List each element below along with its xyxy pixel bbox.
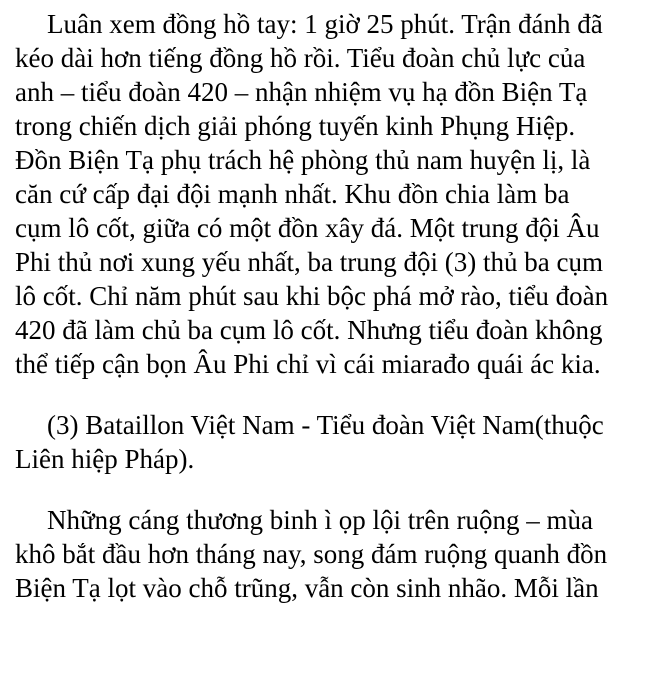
paragraph-spacer: [15, 476, 646, 503]
text-line: 420 đã làm chủ ba cụm lô cốt. Nhưng tiểu đoàn không: [15, 315, 603, 345]
text-line: lô cốt. Chỉ năm phút sau khi bộc phá mở rào, tiểu đoàn: [15, 281, 609, 311]
text-line: kéo dài hơn tiếng đồng hồ rồi. Tiểu đoàn chủ lực của: [15, 43, 586, 73]
paragraph-spacer: [15, 381, 646, 408]
text-line: Những cáng thương binh ì ọp lội trên ruộng – mùa: [47, 505, 593, 535]
text-line: Đồn Biện Tạ phụ trách hệ phòng thủ nam huyện lị, là: [15, 145, 591, 175]
text-line: Biện Tạ lọt vào chỗ trũng, vẫn còn sinh nhão. Mỗi lần: [15, 573, 599, 603]
text-line: thể tiếp cận bọn Âu Phi chỉ vì cái miarađo quái ác kia.: [15, 349, 601, 379]
text-line: trong chiến dịch giải phóng tuyến kinh Phụng Hiệp.: [15, 111, 576, 141]
text-line: khô bắt đầu hơn tháng nay, song đám ruộng quanh đồn: [15, 539, 608, 569]
text-line: cụm lô cốt, giữa có một đồn xây đá. Một trung đội Âu: [15, 213, 600, 243]
footnote-line: Liên hiệp Pháp).: [15, 444, 195, 474]
text-line: anh – tiểu đoàn 420 – nhận nhiệm vụ hạ đồn Biện Tạ: [15, 77, 588, 107]
text-line: căn cứ cấp đại đội mạnh nhất. Khu đồn chia làm ba: [15, 179, 570, 209]
text-line: Phi thủ nơi xung yếu nhất, ba trung đội (3) thủ ba cụm: [15, 247, 603, 277]
text-line: Luân xem đồng hồ tay: 1 giờ 25 phút. Trận đánh đã: [47, 9, 603, 39]
paragraph-stretchers: [15, 503, 646, 605]
paragraph-battle-narrative: [15, 7, 646, 381]
footnote-line: (3) Bataillon Việt Nam - Tiểu đoàn Việt Nam(thuộc: [47, 410, 604, 440]
paragraph-footnote: [15, 408, 646, 476]
